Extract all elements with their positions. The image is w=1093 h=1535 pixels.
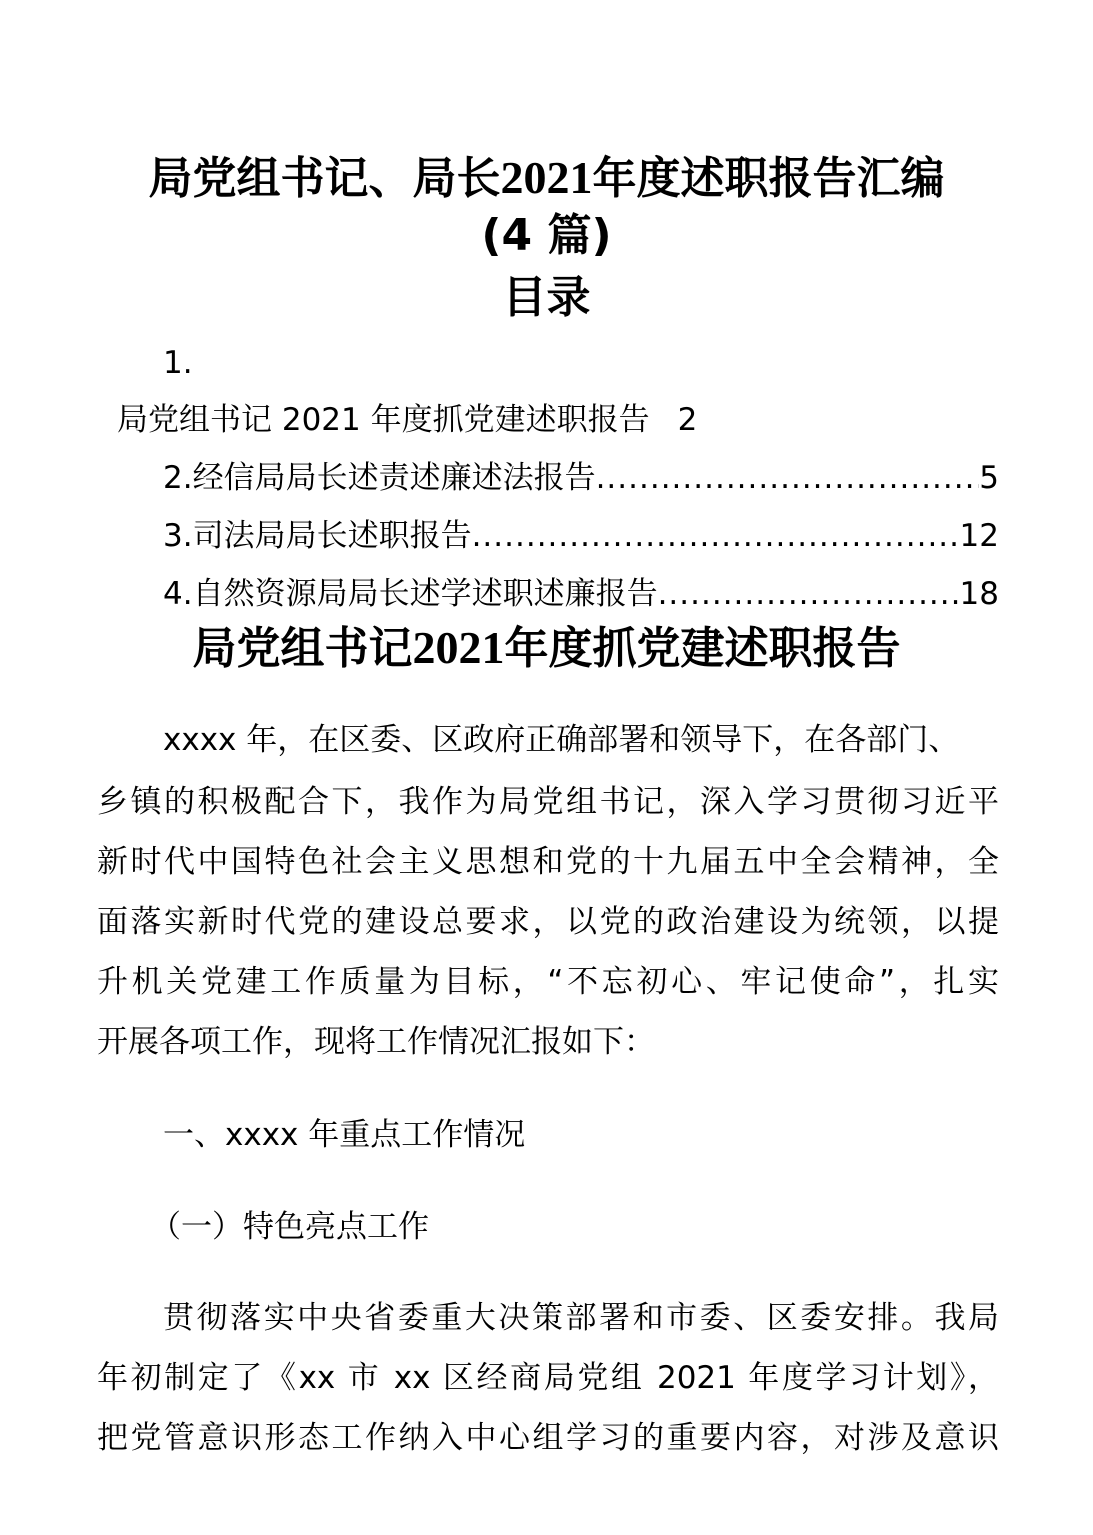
toc-item-3-text: 3.司法局局长述职报告 — [163, 518, 472, 554]
toc-heading: 目录 — [502, 272, 591, 323]
toc-item-2[interactable] — [163, 458, 999, 498]
toc-item-3-page: 12 — [959, 518, 999, 554]
toc-item-4[interactable] — [163, 574, 999, 614]
section-title-text-b: 年度抓党建述职报告 — [504, 623, 901, 674]
toc-item-2-text: 2.经信局局长述责述廉述法报告 — [163, 460, 596, 496]
paragraph-2-line: 贯彻落实中央省委重大决策部署和市委、区委安排。我局 — [163, 1300, 999, 1336]
toc-leader-dots — [596, 458, 980, 498]
toc-item-3[interactable] — [163, 516, 999, 556]
title-year: 2021 — [500, 152, 593, 203]
section-title — [60, 620, 1033, 677]
title-text-a: 局党组书记、局长 — [148, 153, 501, 204]
toc-item-1-page: 2 — [677, 402, 698, 438]
document-title-line-2: (4 篇) — [481, 210, 612, 261]
toc-item-4-page: 18 — [959, 576, 999, 612]
section-title-year: 2021 — [412, 622, 505, 673]
toc-item-1-text: 局党组书记 2021 年度抓党建述职报告 — [117, 402, 650, 438]
paragraph-2-line: 年初制定了《xx 市 xx 区经商局党组 2021 年度学习计划》， — [97, 1360, 999, 1396]
toc-item-4-text: 4.自然资源局局长述学述职述廉报告 — [163, 576, 658, 612]
paragraph-1-line: 面落实新时代党的建设总要求，以党的政治建设为统领，以提 — [97, 904, 999, 940]
toc-item-2-page: 5 — [979, 460, 999, 496]
paragraph-1-line: 乡镇的积极配合下，我作为局党组书记，深入学习贯彻习近平 — [97, 784, 999, 820]
toc-leader-dots — [472, 516, 960, 556]
toc-item-1-number: 1. — [163, 345, 193, 381]
title-text-b: 年度述职报告汇编 — [592, 153, 945, 204]
heading-level-1: 一、xxxx 年重点工作情况 — [163, 1117, 526, 1153]
paragraph-1-line: 开展各项工作，现将工作情况汇报如下： — [97, 1024, 655, 1060]
heading-level-2: （一）特色亮点工作 — [150, 1209, 429, 1245]
document-title-line-1 — [60, 150, 1033, 207]
paragraph-1-line: xxxx 年，在区委、区政府正确部署和领导下，在各部门、 — [163, 722, 960, 758]
paragraph-1-line: 升机关党建工作质量为目标，“不忘初心、牢记使命”，扎实 — [97, 964, 999, 1000]
toc-leader-dots — [658, 574, 960, 614]
paragraph-1-line: 新时代中国特色社会主义思想和党的十九届五中全会精神，全 — [97, 844, 999, 880]
section-title-text-a: 局党组书记 — [192, 623, 413, 674]
paragraph-2-line: 把党管意识形态工作纳入中心组学习的重要内容，对涉及意识 — [97, 1420, 999, 1456]
toc-item-1[interactable] — [117, 400, 697, 440]
